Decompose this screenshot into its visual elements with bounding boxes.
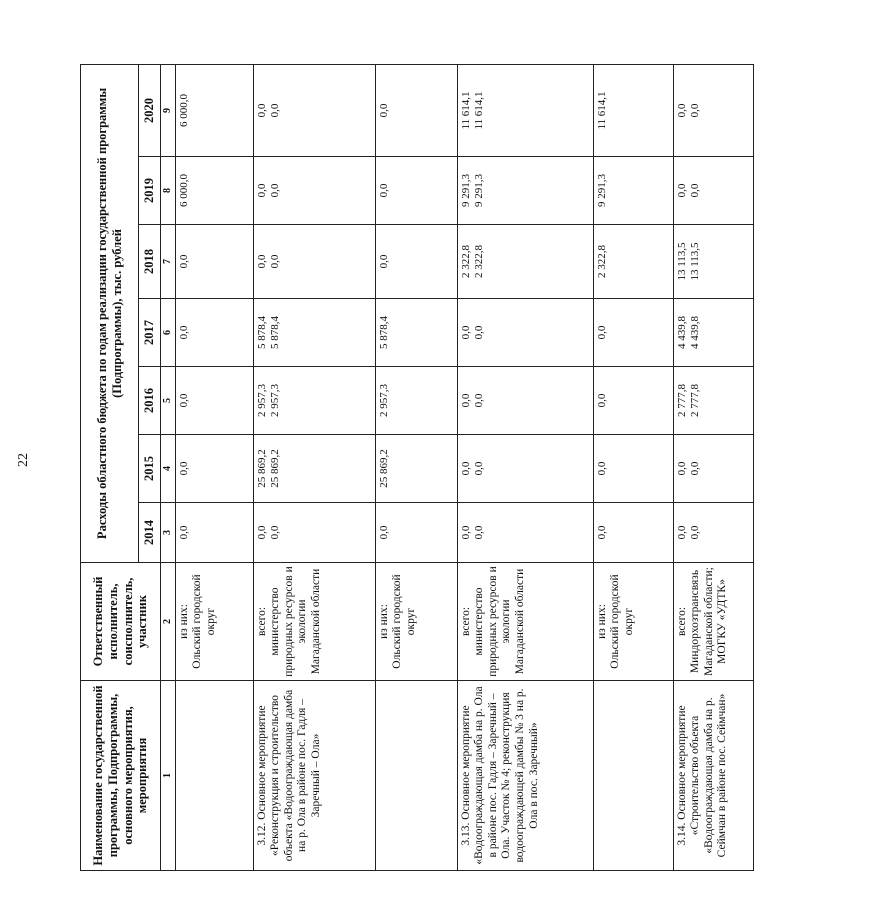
budget-value: 2 957,3 <box>375 367 457 435</box>
column-number: 8 <box>161 157 176 225</box>
budget-value: 11 614,1 11 614,1 <box>457 64 593 156</box>
budget-value: 6 000,0 <box>175 64 253 156</box>
budget-value: 0,0 <box>593 367 673 435</box>
year-header: 2016 <box>139 367 161 435</box>
budget-value: 25 869,2 <box>375 435 457 503</box>
budget-value: 4 439,8 4 439,8 <box>673 299 753 367</box>
budget-value: 0,0 <box>375 64 457 156</box>
table-row <box>175 64 253 870</box>
executor-line: министерство природных ресурсов и экологии Магаданской области <box>269 566 323 677</box>
row-executor <box>175 563 253 681</box>
column-number: 5 <box>161 367 176 435</box>
budget-value: 0,0 0,0 <box>673 503 753 563</box>
year-header: 2017 <box>139 299 161 367</box>
executor-line: из них: <box>595 604 608 639</box>
executor-line: из них: <box>177 604 190 639</box>
budget-value: 0,0 <box>175 435 253 503</box>
row-executor <box>673 563 753 681</box>
header-executor: Ответственный исполнитель, соисполнитель, участник <box>81 563 161 681</box>
year-header: 2020 <box>139 64 161 156</box>
executor-line: всего: <box>675 606 688 637</box>
header-name: Наименование государственной программы, Подпрограммы, основного мероприятия, мероприятия <box>81 681 161 871</box>
row-name <box>593 681 673 871</box>
budget-value: 0,0 0,0 <box>253 503 375 563</box>
column-number: 1 <box>161 681 176 871</box>
executor-line: всего: <box>255 606 268 637</box>
row-name: 3.14. Основное мероприятие «Строительство объекта «Водоограждающая дамба на р. Сеймчан в районе пос. Сеймчан» <box>673 681 753 871</box>
column-number: 2 <box>161 563 176 681</box>
budget-value: 2 957,3 2 957,3 <box>253 367 375 435</box>
budget-value: 0,0 <box>375 225 457 299</box>
budget-value: 13 113,5 13 113,5 <box>673 225 753 299</box>
column-number: 9 <box>161 64 176 156</box>
executor-line: Миндорхозтрансвязь Магаданской области; МОГКУ «УДТК» <box>689 567 729 676</box>
budget-value: 25 869,2 25 869,2 <box>253 435 375 503</box>
row-name: 3.13. Основное мероприятие «Водоограждающая дамба на р. Ола в районе пос. Гадля – Заречный – Ола. Участок № 4; реконструкция водоограждающей дамбы № 3 на р. Ола в пос. Заречный» <box>457 681 593 871</box>
budget-value: 0,0 0,0 <box>673 157 753 225</box>
budget-value: 9 291,3 9 291,3 <box>457 157 593 225</box>
budget-value: 0,0 <box>175 367 253 435</box>
rotated-table <box>80 65 729 871</box>
executor-line: Ольский городской округ <box>609 574 635 669</box>
budget-value: 0,0 <box>175 299 253 367</box>
row-executor <box>593 563 673 681</box>
budget-value: 0,0 <box>375 503 457 563</box>
header-budget: Расходы областного бюджета по годам реализации государственной программы (Подпрограммы), тыс. рублей <box>81 64 139 562</box>
executor-line: всего: <box>459 606 472 637</box>
budget-value: 0,0 0,0 <box>673 435 753 503</box>
budget-value: 9 291,3 <box>593 157 673 225</box>
budget-value: 0,0 0,0 <box>457 299 593 367</box>
budget-value: 2 777,8 2 777,8 <box>673 367 753 435</box>
year-header: 2014 <box>139 503 161 563</box>
row-executor <box>253 563 375 681</box>
budget-value: 6 000,0 <box>175 157 253 225</box>
row-executor <box>457 563 593 681</box>
budget-value: 0,0 0,0 <box>253 157 375 225</box>
row-executor <box>375 563 457 681</box>
budget-value: 0,0 0,0 <box>673 64 753 156</box>
budget-value: 0,0 0,0 <box>457 503 593 563</box>
budget-value: 5 878,4 <box>375 299 457 367</box>
row-name <box>375 681 457 871</box>
column-number: 3 <box>161 503 176 563</box>
table-container <box>80 65 886 866</box>
column-number: 6 <box>161 299 176 367</box>
table-row <box>457 64 593 870</box>
executor-line: из них: <box>377 604 390 639</box>
row-name: 3.12. Основное мероприятие «Реконструкция и строительство объекта «Водоограждающая дамба на р. Ола в районе пос. Гадля – Заречный – Ола» <box>253 681 375 871</box>
table-row <box>673 64 753 870</box>
column-number: 7 <box>161 225 176 299</box>
table-row <box>375 64 457 870</box>
table-row <box>593 64 673 870</box>
budget-value: 0,0 <box>593 503 673 563</box>
budget-value: 0,0 0,0 <box>253 64 375 156</box>
budget-value: 0,0 <box>593 435 673 503</box>
year-header: 2018 <box>139 225 161 299</box>
budget-table <box>80 64 754 871</box>
budget-value: 0,0 <box>175 503 253 563</box>
budget-value: 0,0 <box>593 299 673 367</box>
row-name <box>175 681 253 871</box>
budget-value: 5 878,4 5 878,4 <box>253 299 375 367</box>
year-header: 2019 <box>139 157 161 225</box>
executor-line: Ольский городской округ <box>191 574 217 669</box>
table-row <box>253 64 375 870</box>
year-header: 2015 <box>139 435 161 503</box>
budget-value: 2 322,8 <box>593 225 673 299</box>
page-number: 22 <box>16 453 31 467</box>
executor-line: министерство природных ресурсов и экологии Магаданской области <box>473 566 527 677</box>
budget-value: 0,0 0,0 <box>253 225 375 299</box>
budget-value: 2 322,8 2 322,8 <box>457 225 593 299</box>
budget-value: 0,0 0,0 <box>457 435 593 503</box>
column-number: 4 <box>161 435 176 503</box>
budget-value: 0,0 <box>175 225 253 299</box>
budget-value: 0,0 <box>375 157 457 225</box>
budget-value: 11 614,1 <box>593 64 673 156</box>
budget-value: 0,0 0,0 <box>457 367 593 435</box>
executor-line: Ольский городской округ <box>391 574 417 669</box>
